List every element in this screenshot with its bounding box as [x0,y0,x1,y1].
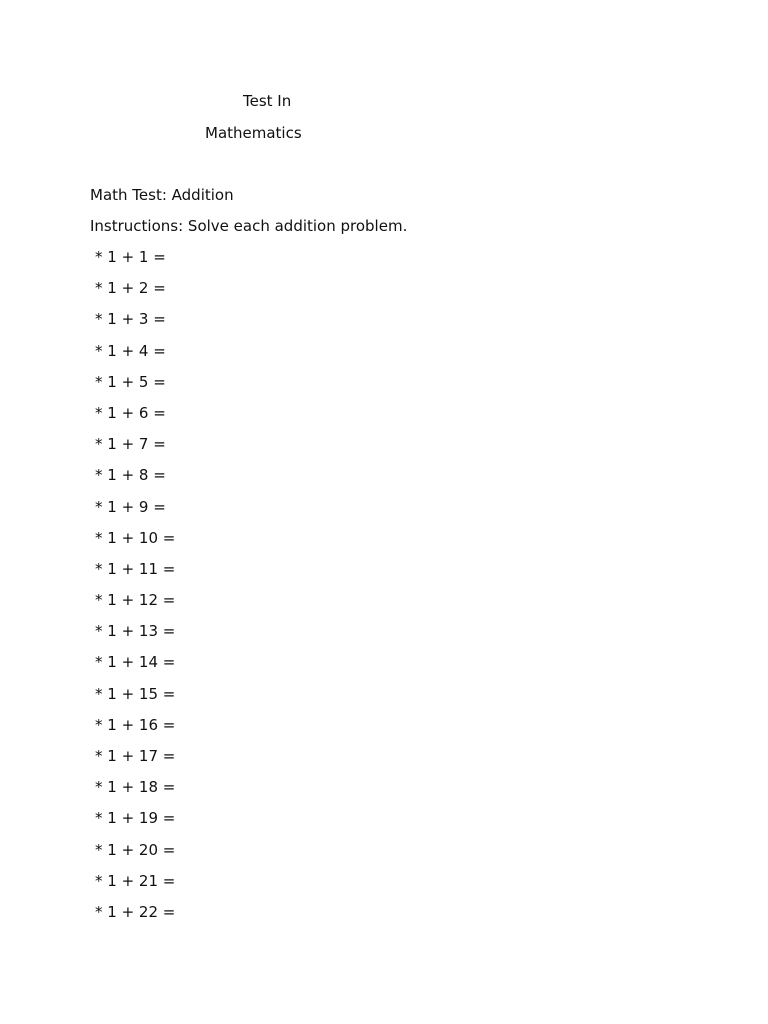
problem-item: * 1 + 11 = [95,559,176,578]
problem-item: * 1 + 9 = [95,497,166,516]
problem-item: * 1 + 3 = [95,310,166,329]
problem-item: * 1 + 19 = [95,809,176,828]
document-title-line-2: Mathematics [205,124,302,142]
problem-item: * 1 + 13 = [95,622,176,641]
problem-item: * 1 + 18 = [95,778,176,797]
instructions-text: Instructions: Solve each addition problem. [90,217,408,235]
problem-item: * 1 + 8 = [95,466,166,485]
document-title-line-1: Test In [243,92,292,110]
problem-list [95,248,175,934]
problem-item: * 1 + 15 = [95,684,176,703]
problem-item: * 1 + 16 = [95,715,176,734]
problem-item: * 1 + 10 = [95,528,176,547]
problem-item: * 1 + 7 = [95,435,166,454]
problem-item: * 1 + 2 = [95,279,166,298]
problem-item: * 1 + 6 = [95,403,166,422]
problem-item: * 1 + 5 = [95,372,166,391]
problem-item: * 1 + 22 = [95,902,176,921]
problem-item: * 1 + 14 = [95,653,176,672]
problem-item: * 1 + 1 = [95,248,166,266]
test-heading: Math Test: Addition [90,186,234,204]
problem-item: * 1 + 17 = [95,747,176,765]
problem-item: * 1 + 12 = [95,591,176,610]
problem-item: * 1 + 20 = [95,840,176,859]
problem-item: * 1 + 4 = [95,341,166,360]
problem-item: * 1 + 21 = [95,871,176,890]
